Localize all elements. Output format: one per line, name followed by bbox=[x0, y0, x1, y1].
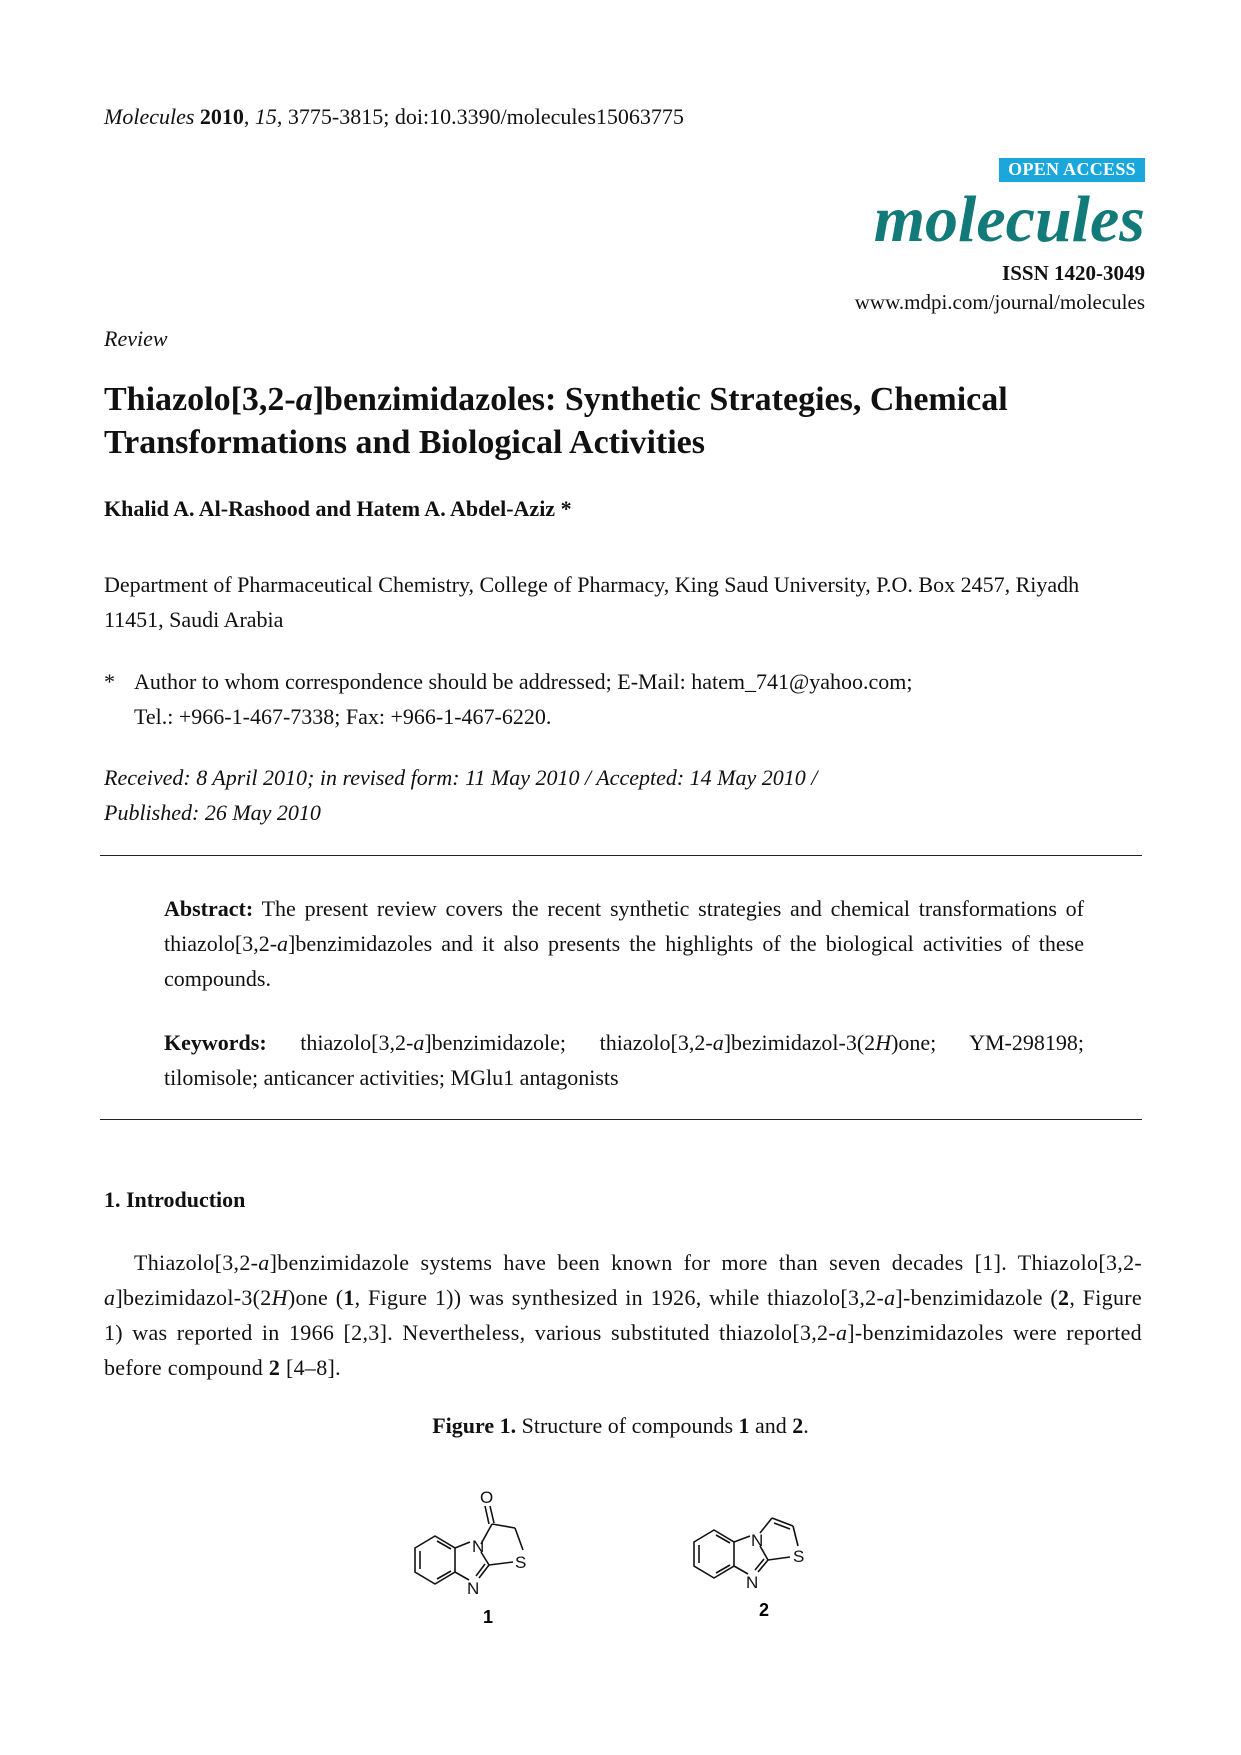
keyword-part: ]benzimidazole; thiazolo[3,2- bbox=[424, 1030, 713, 1055]
keyword-part: thiazolo[3,2- bbox=[266, 1030, 414, 1055]
correspondence bbox=[104, 664, 1144, 734]
caption-compound-1: 1 bbox=[738, 1413, 750, 1438]
keyword-italic: a bbox=[712, 1030, 724, 1055]
citation-pages-doi: , 3775-3815; doi:10.3390/molecules15063775 bbox=[276, 104, 684, 129]
intro-italic: a bbox=[835, 1320, 848, 1345]
caption-text: and bbox=[749, 1413, 793, 1438]
intro-text: Thiazolo[3,2- bbox=[134, 1250, 259, 1275]
benzene-ring bbox=[415, 1536, 455, 1584]
intro-bold: 2 bbox=[268, 1355, 281, 1380]
intro-text: ]-benzimidazole ( bbox=[895, 1285, 1059, 1310]
caption-text: . bbox=[803, 1413, 809, 1438]
figure-caption bbox=[0, 1413, 1241, 1439]
keyword-italic: a bbox=[413, 1030, 425, 1055]
intro-italic: H bbox=[271, 1285, 288, 1310]
issn: ISSN 1420-3049 bbox=[1002, 261, 1145, 285]
intro-italic: a bbox=[884, 1285, 896, 1310]
intro-text: ]bezimidazol-3(2 bbox=[115, 1285, 272, 1310]
intro-italic: a bbox=[104, 1285, 116, 1310]
divider-top bbox=[100, 855, 1142, 856]
section-heading: 1. Introduction bbox=[104, 1187, 246, 1212]
correspondence-line2: Tel.: +966-1-467-7338; Fax: +966-1-467-6220. bbox=[134, 704, 552, 729]
title-italic: a bbox=[295, 381, 313, 418]
abstract-text1: The present review covers the recent synthetic strategies and chemical transformations of thiazolo[3,2- bbox=[164, 896, 1084, 956]
intro-italic: a bbox=[258, 1250, 270, 1275]
title-part2: ]benzimidazoles: Synthetic Strategies, Chemical Transformations and Biological Activities bbox=[104, 381, 1008, 461]
authors: Khalid A. Al-Rashood and Hatem A. Abdel-Aziz * bbox=[104, 496, 572, 521]
publication-dates bbox=[104, 760, 1144, 830]
atom-n2: N bbox=[467, 1579, 480, 1598]
atom-s: S bbox=[515, 1553, 527, 1572]
atom-n2: N bbox=[746, 1573, 759, 1592]
benzene-ring bbox=[694, 1530, 734, 1578]
compound-2-structure bbox=[680, 1460, 850, 1630]
intro-paragraph bbox=[104, 1245, 1142, 1385]
open-access-badge: OPEN ACCESS bbox=[999, 158, 1145, 182]
dates-line2: Published: 26 May 2010 bbox=[104, 800, 321, 825]
citation-volume: 15 bbox=[254, 104, 277, 129]
paper-title bbox=[104, 378, 1144, 464]
keyword-italic: H bbox=[875, 1030, 892, 1055]
abstract-italic: a bbox=[277, 931, 289, 956]
abstract-label: Abstract: bbox=[164, 896, 254, 921]
caption-compound-2: 2 bbox=[792, 1413, 804, 1438]
atom-n1: N bbox=[472, 1537, 485, 1556]
journal-logo: molecules bbox=[873, 183, 1145, 256]
compound-2-label: 2 bbox=[759, 1600, 770, 1620]
intro-bold: 1 bbox=[343, 1285, 355, 1310]
caption-text: Structure of compounds bbox=[516, 1413, 739, 1438]
citation-year: 2010 bbox=[199, 104, 244, 129]
atom-o: O bbox=[480, 1488, 494, 1507]
keywords-label: Keywords: bbox=[164, 1030, 267, 1055]
citation-journal: Molecules bbox=[104, 104, 195, 129]
correspondence-line1: Author to whom correspondence should be addressed; E-Mail: hatem_741@yahoo.com; bbox=[134, 669, 913, 694]
intro-text: [4–8]. bbox=[280, 1355, 341, 1380]
intro-text: ]-benzimidazoles were reported before compound bbox=[104, 1320, 1142, 1380]
article-type: Review bbox=[104, 326, 168, 351]
compound-1-label: 1 bbox=[483, 1607, 494, 1627]
journal-citation: Molecules 2010, 15, 3775-3815; doi:10.3390/molecules15063775 bbox=[104, 104, 684, 129]
atom-n1: N bbox=[751, 1531, 764, 1550]
intro-text: ]benzimidazole systems have been known for more than seven decades [1]. Thiazolo[3,2- bbox=[269, 1250, 1142, 1275]
intro-text: , Figure 1) was reported in 1966 [2,3]. Nevertheless, various substituted thiazolo[3,2- bbox=[104, 1285, 1142, 1345]
figure-label: Figure 1. bbox=[432, 1413, 517, 1438]
title-part1: Thiazolo[3,2- bbox=[104, 381, 296, 418]
abstract-text2: ]benzimidazoles and it also presents the highlights of the biological activities of these compounds. bbox=[164, 931, 1084, 991]
keyword-part: )one; YM-298198; tilomisole; anticancer activities; MGlu1 antagonists bbox=[164, 1030, 1084, 1090]
correspondence-star: * bbox=[104, 669, 115, 694]
keyword-part: ]bezimidazol-3(2 bbox=[723, 1030, 876, 1055]
compound-1-structure bbox=[405, 1460, 575, 1630]
abstract bbox=[164, 891, 1084, 996]
dates-line1: Received: 8 April 2010; in revised form: 11 May 2010 / Accepted: 14 May 2010 / bbox=[104, 765, 818, 790]
keywords bbox=[164, 1025, 1084, 1095]
intro-bold: 2 bbox=[1058, 1285, 1070, 1310]
atom-s: S bbox=[793, 1547, 805, 1566]
intro-text: , Figure 1)) was synthesized in 1926, while thiazolo[3,2- bbox=[354, 1285, 885, 1310]
intro-text: )one ( bbox=[287, 1285, 344, 1310]
affiliation: Department of Pharmaceutical Chemistry, College of Pharmacy, King Saud University, P.O. Box 2457, Riyadh 11451, Saudi Arabia bbox=[104, 572, 1080, 632]
divider-bottom bbox=[100, 1119, 1142, 1120]
journal-url: www.mdpi.com/journal/molecules bbox=[854, 290, 1145, 314]
